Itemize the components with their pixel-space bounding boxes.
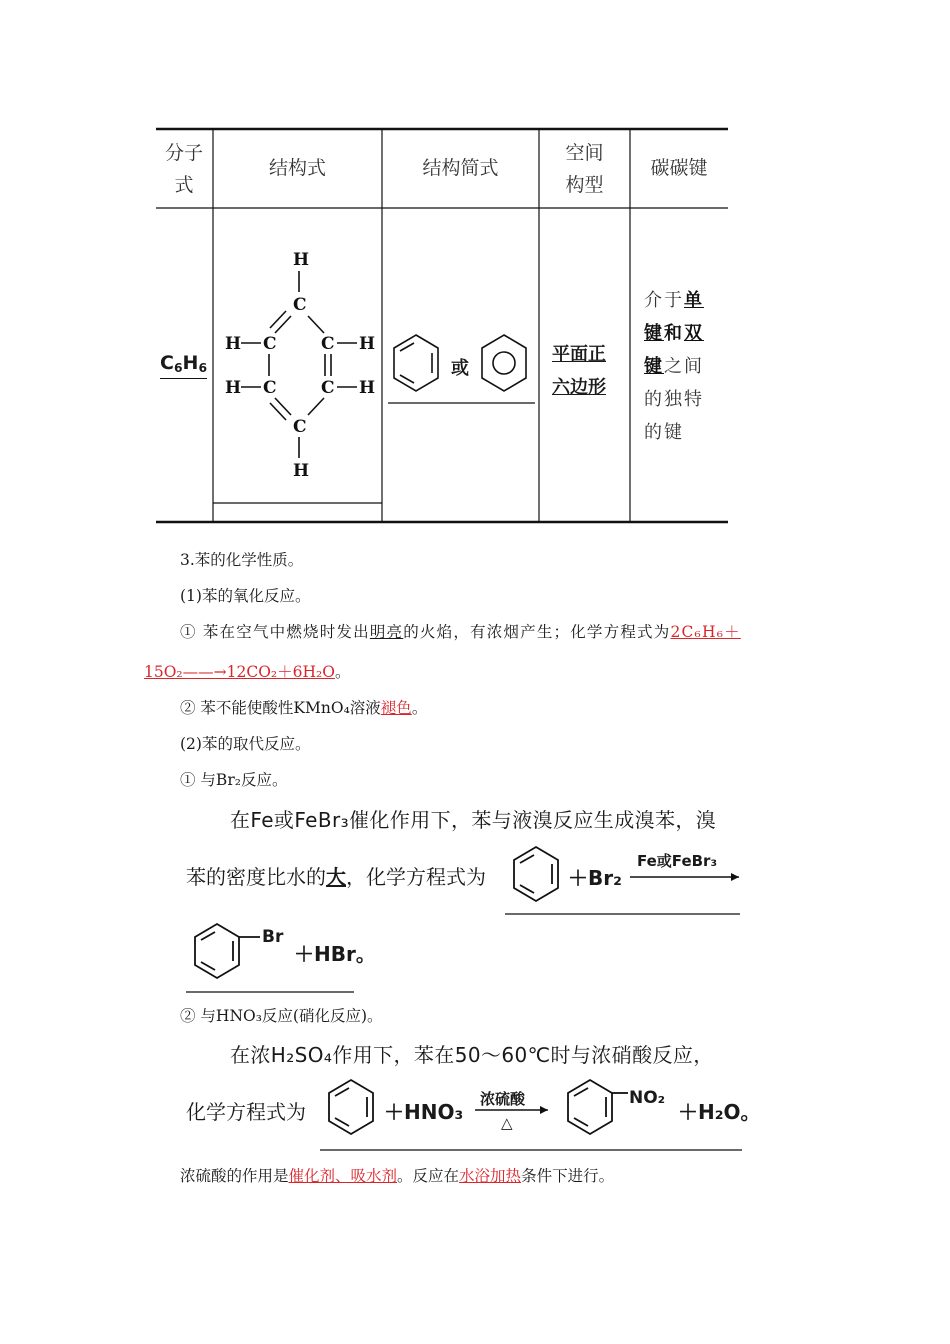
or-label: 或 xyxy=(451,358,469,379)
atom-c-top: C xyxy=(293,295,307,315)
header-spatial-shape: 空间构型 xyxy=(565,142,604,196)
atom-h-bottom: H xyxy=(293,461,310,481)
nitration-line-2-label: 化学方程式为 xyxy=(186,1100,306,1124)
bromination-line-2: 苯的密度比水的大，化学方程式为 xyxy=(186,865,486,889)
oxidation-item-2: ② 苯不能使酸性KMnO₄溶液褪色。 xyxy=(180,699,428,717)
carbon-bond-description: 介于单 键和双 键之间 的独特 的键 xyxy=(644,290,704,443)
oxidation-title: (1)苯的氧化反应。 xyxy=(180,587,311,605)
aromatic-hexagon xyxy=(482,335,526,391)
atom-h-top: H xyxy=(293,250,310,270)
spatial-shape-answer: 平面正 六边形 xyxy=(552,344,606,398)
bromobenzene-br-label: Br xyxy=(262,927,284,947)
bromination-plus-br2: ＋Br₂ xyxy=(568,866,622,890)
atom-c-right-upper: C xyxy=(321,334,335,354)
atom-h-right-lower: H xyxy=(359,378,376,398)
bromination-catalyst: Fe或FeBr₃ xyxy=(637,852,718,870)
sulfuric-acid-role: 浓硫酸的作用是催化剂、吸水剂。反应在水浴加热条件下进行。 xyxy=(180,1167,615,1185)
substitution-item-2: ② 与HNO₃反应(硝化反应)。 xyxy=(180,1007,383,1025)
header-simplified-formula: 结构简式 xyxy=(422,157,499,179)
nitration-plus-water: ＋H₂O。 xyxy=(678,1100,761,1124)
header-molecular-formula: 分子式 xyxy=(164,142,203,196)
section-3-title: 3.苯的化学性质。 xyxy=(180,551,304,569)
oxidation-item-1: ① 苯在空气中燃烧时发出明亮的火焰，有浓烟产生；化学方程式为2C₆H₆＋ xyxy=(180,623,741,641)
substitution-item-1: ① 与Br₂反应。 xyxy=(180,771,288,789)
nitration-heat-symbol: △ xyxy=(501,1114,513,1132)
atom-c-left-lower: C xyxy=(263,378,277,398)
aromatic-ring-circle xyxy=(493,352,515,374)
header-structural-formula: 结构式 xyxy=(268,157,326,179)
atom-c-left-upper: C xyxy=(263,334,277,354)
molecular-formula: $C_6H_6$ xyxy=(160,352,207,379)
benzene-structural-formula xyxy=(213,240,382,490)
bromination-line-1: 在Fe或FeBr₃催化作用下，苯与液溴反应生成溴苯，溴 xyxy=(230,808,717,832)
table-grid xyxy=(0,0,950,540)
nitration-plus-hno3: ＋HNO₃ xyxy=(384,1100,464,1124)
atom-h-right-upper: H xyxy=(359,334,376,354)
bromination-plus-hbr: ＋HBr。 xyxy=(294,942,376,966)
substitution-title: (2)苯的取代反应。 xyxy=(180,735,311,753)
header-carbon-bond: 碳碳键 xyxy=(650,157,708,179)
atom-h-left-lower: H xyxy=(225,378,242,398)
nitro-group-label: NO₂ xyxy=(629,1088,666,1108)
nitration-line-1: 在浓H₂SO₄作用下，苯在50～60℃时与浓硝酸反应， xyxy=(230,1043,714,1067)
atom-c-bottom: C xyxy=(293,417,307,437)
oxidation-equation: 15O₂——→12CO₂＋6H₂O。 xyxy=(144,663,351,681)
nitration-catalyst: 浓硫酸 xyxy=(480,1090,526,1108)
atom-c-right-lower: C xyxy=(321,378,335,398)
atom-h-left-upper: H xyxy=(225,334,242,354)
